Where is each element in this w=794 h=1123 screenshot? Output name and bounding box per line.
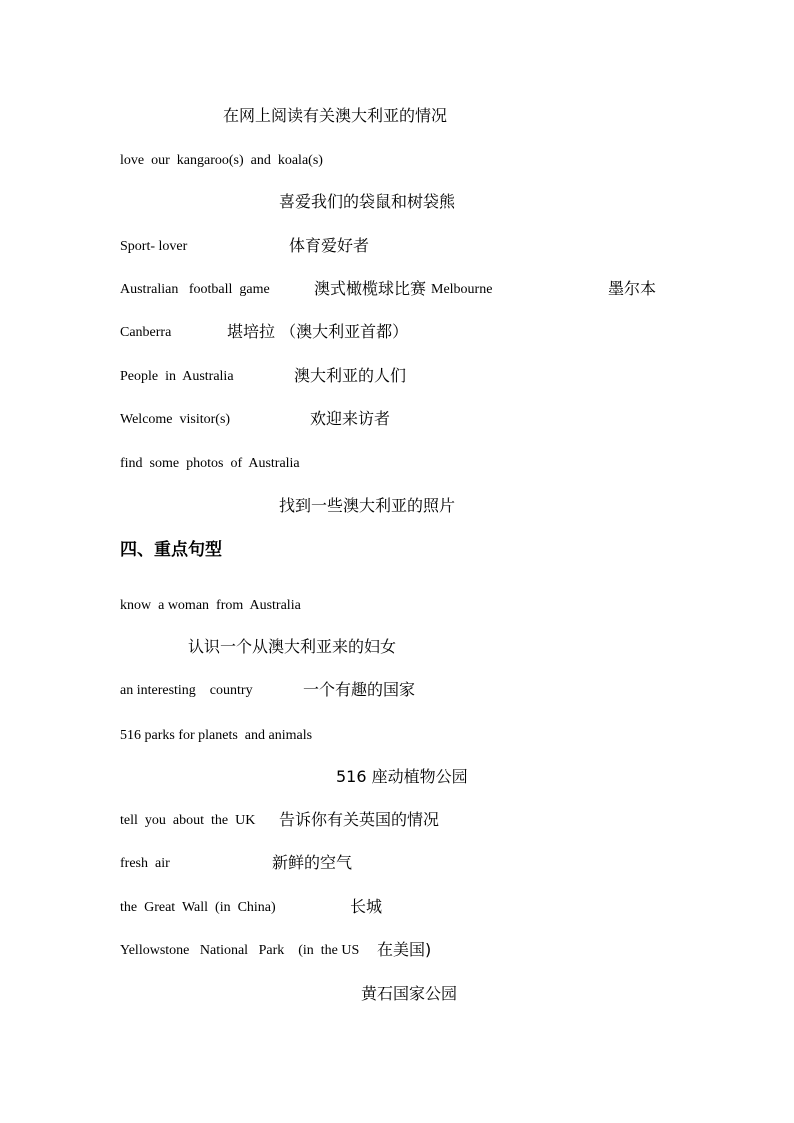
text-line: 澳式橄榄球比赛 (314, 279, 427, 298)
text-line: 一个有趣的国家 (303, 680, 416, 699)
text-line: 喜爱我们的袋鼠和树袋熊 (279, 192, 456, 211)
text-line: love our kangaroo(s) and koala(s) (120, 153, 323, 168)
section-heading: 四、重点句型 (120, 540, 222, 560)
text-line: tell you about the UK (120, 813, 256, 828)
text-line: 找到一些澳大利亚的照片 (279, 496, 456, 515)
text-line: Australian football game (120, 282, 270, 297)
text-line: Yellowstone National Park (in the US (120, 943, 360, 958)
text-line: 新鲜的空气 (272, 853, 353, 872)
text-line: an interesting country (120, 683, 253, 698)
text-line: 长城 (350, 897, 383, 916)
text-line: Melbourne (431, 282, 493, 297)
text-line: 认识一个从澳大利亚来的妇女 (188, 637, 397, 656)
text-line: 墨尔本 (608, 279, 657, 298)
text-line: the Great Wall (in China) (120, 900, 276, 915)
text-line: 体育爱好者 (289, 236, 370, 255)
text-line: Sport- lover (120, 239, 188, 254)
text-line: 欢迎来访者 (310, 409, 391, 428)
text-line: find some photos of Australia (120, 456, 300, 471)
text-line: 516 座动植物公园 (336, 767, 468, 786)
text-line: fresh air (120, 856, 170, 871)
text-line: Canberra (120, 325, 172, 340)
text-line: 堪培拉 （澳大利亚首都） (227, 322, 409, 341)
text-line: 告诉你有关英国的情况 (279, 810, 440, 829)
text-line: know a woman from Australia (120, 598, 301, 613)
text-line: 澳大利亚的人们 (294, 366, 407, 385)
text-line: Welcome visitor(s) (120, 412, 231, 427)
text-line: 在网上阅读有关澳大利亚的情况 (223, 106, 448, 125)
text-line: People in Australia (120, 369, 234, 384)
text-line: 在美国) (377, 940, 432, 959)
text-line: 516 parks for planets and animals (120, 728, 313, 743)
text-line: 黄石国家公园 (361, 984, 458, 1003)
